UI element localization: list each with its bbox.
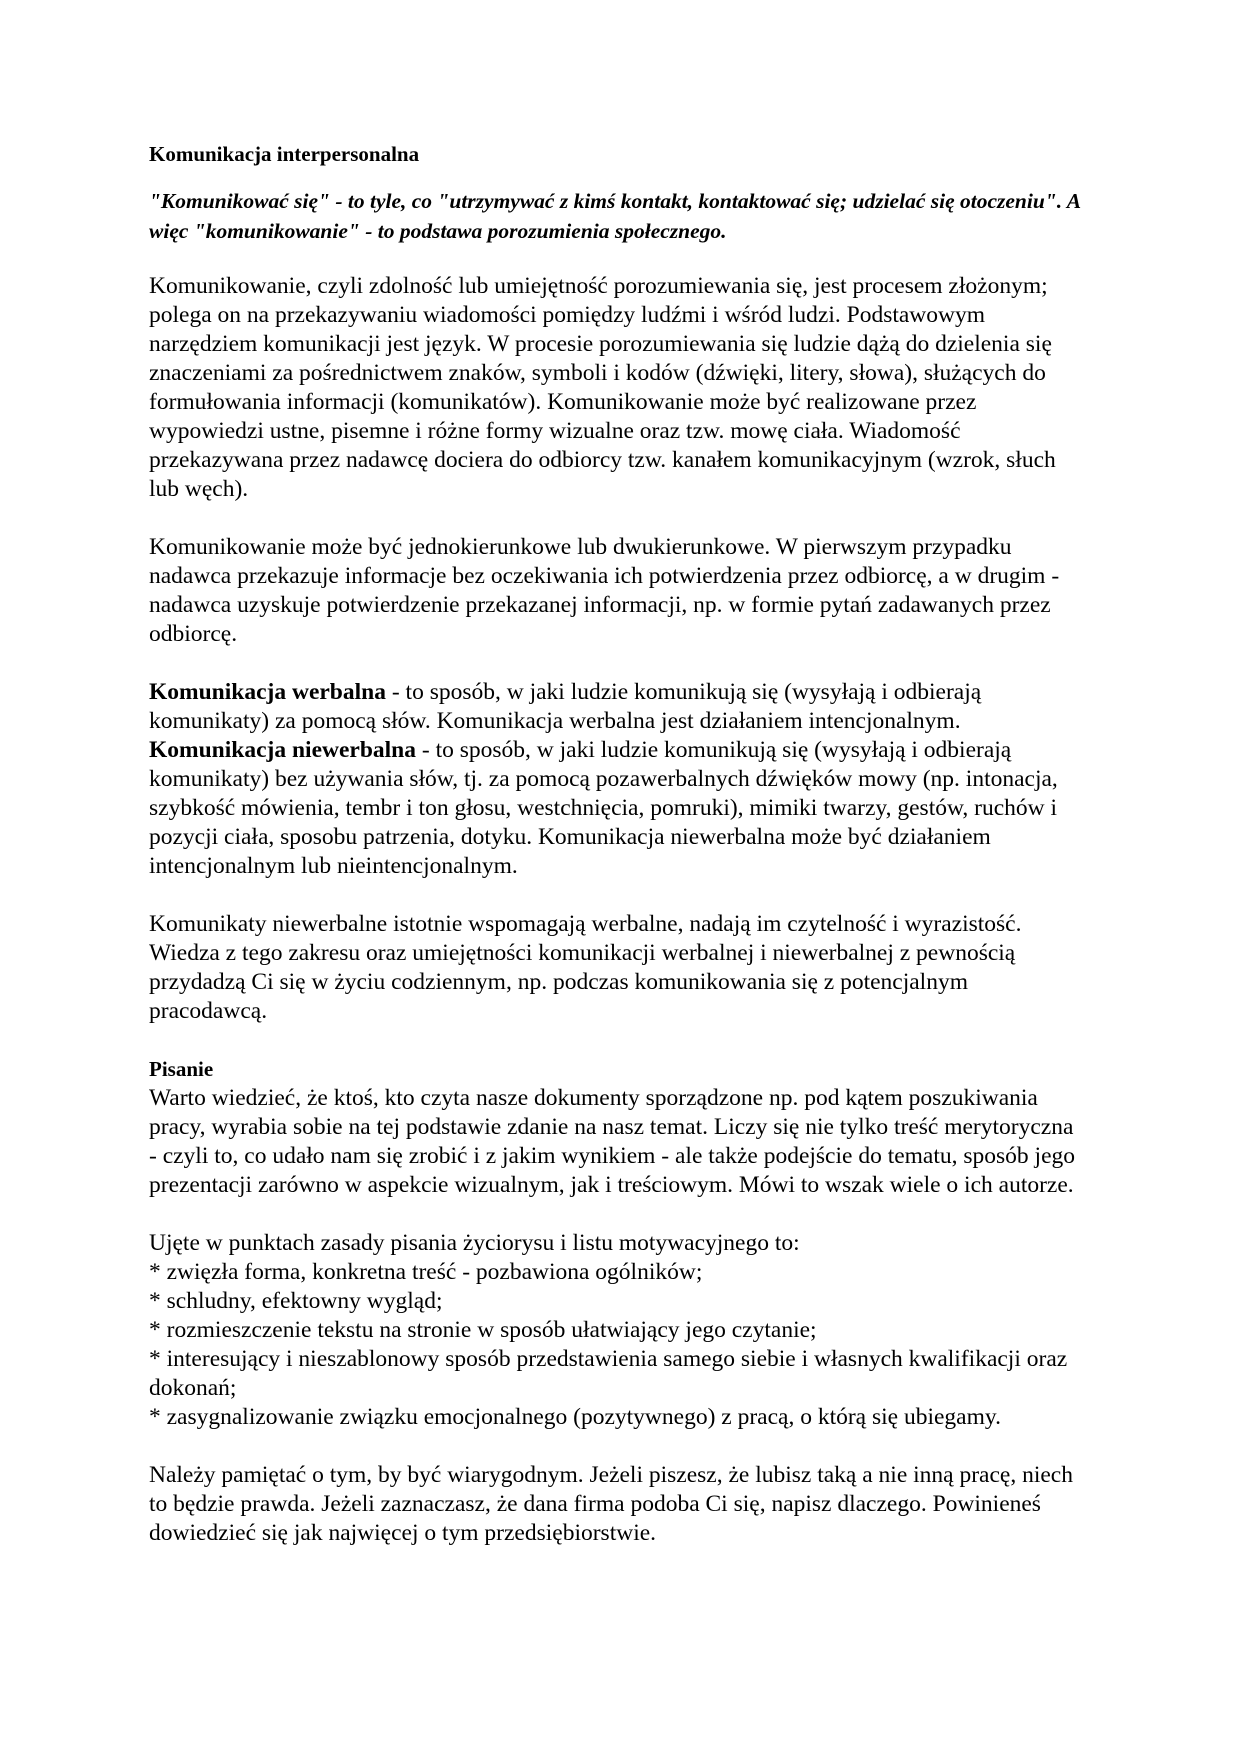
writing-heading: Pisanie [149, 1057, 214, 1081]
list-item: * schludny, efektowny wygląd; [149, 1288, 443, 1314]
rules-list [149, 1258, 1084, 1432]
paragraph-communication-definition: Komunikowanie, czyli zdolność lub umiejętność porozumiewania się, jest procesem złożonym; polega on na przekazywaniu wiadomości pomiędzy ludźmi i wśród ludzi. Podstawowym narzędziem komunikacji jest język. W procesie porozumiewania się ludzie dążą do dzielenia się znaczeniami za pośrednictwem znaków, symboli i kodów (dźwięki, litery, słowa), służących do formułowania informacji (komunikatów). Komunikowanie może być realizowane przez wypowiedzi ustne, pisemne i różne formy wizualne oraz tzw. mowę ciała. Wiadomość przekazywana przez nadawcę dociera do odbiorcy tzw. kanałem komunikacyjnym (wzrok, słuch lub węch). [149, 273, 1056, 502]
document-title: Komunikacja interpersonalna [149, 142, 420, 166]
intro-quote: "Komunikować się" - to tyle, co "utrzymywać z kimś kontakt, kontaktować się; udzielać się otoczeniu". A więc "komunikowanie" - to podstawa porozumienia społecznego. [149, 189, 1080, 243]
closing-paragraph: Należy pamiętać o tym, by być wiarygodnym. Jeżeli piszesz, że lubisz taką a nie inną pracę, niech to będzie prawda. Jeżeli zaznaczasz, że dana firma podoba Ci się, napisz dlaczego. Powinieneś dowiedzieć się jak najwięcej o tym przedsiębiorstwie. [149, 1462, 1073, 1546]
writing-paragraph: Warto wiedzieć, że ktoś, kto czyta nasze dokumenty sporządzone np. pod kątem poszukiwania pracy, wyrabia sobie na tej podstawie zdanie na nasz temat. Liczy się nie tylko treść merytoryczna - czyli to, co udało nam się zrobić i z jakim wynikiem - ale także podejście do tematu, sposób jego prezentacji zarówno w aspekcie wizualnym, jak i treściowym. Mówi to wszak wiele o ich autorze. [149, 1085, 1076, 1198]
list-item: * interesujący i nieszablonowy sposób przedstawienia samego siebie i własnych kwalifikacji oraz dokonań; [149, 1346, 1068, 1401]
document-page [149, 140, 1084, 1577]
nonverbal-communication-term: Komunikacja niewerbalna [149, 737, 417, 763]
verbal-communication-definition [149, 678, 1084, 736]
nonverbal-communication-definition [149, 736, 1084, 881]
list-item: * zwięzła forma, konkretna treść - pozbawiona ogólników; [149, 1259, 703, 1285]
verbal-communication-term: Komunikacja werbalna [149, 679, 386, 705]
verbal-communication-text: - to sposób, w jaki ludzie komunikują się (wysyłają i odbierają komunikaty) za pomocą słów. Komunikacja werbalna jest działaniem intencjonalnym. [149, 679, 982, 734]
paragraph-nonverbal-support: Komunikaty niewerbalne istotnie wspomagają werbalne, nadają im czytelność i wyrazistość. Wiedza z tego zakresu oraz umiejętności komunikacji werbalnej i niewerbalnej z pewnością przydadzą Ci się w życiu codziennym, np. podczas komunikowania się z potencjalnym pracodawcą. [149, 911, 1022, 1024]
nonverbal-communication-text: - to sposób, w jaki ludzie komunikują się (wysyłają i odbierają komunikaty) bez używania słów, tj. za pomocą pozawerbalnych dźwięków mowy (np. intonacja, szybkość mówienia, tembr i ton głosu, westchnięcia, pomruki), mimiki twarzy, gestów, ruchów i pozycji ciała, sposobu patrzenia, dotyku. Komunikacja niewerbalna może być działaniem intencjonalnym lub nieintencjonalnym. [149, 737, 1058, 879]
paragraph-communication-direction: Komunikowanie może być jednokierunkowe lub dwukierunkowe. W pierwszym przypadku nadawca przekazuje informacje bez oczekiwania ich potwierdzenia przez odbiorcę, a w drugim - nadawca uzyskuje potwierdzenie przekazanej informacji, np. w formie pytań zadawanych przez odbiorcę. [149, 534, 1060, 647]
rules-intro: Ujęte w punktach zasady pisania życiorysu i listu motywacyjnego to: [149, 1230, 800, 1256]
list-item: * rozmieszczenie tekstu na stronie w sposób ułatwiający jego czytanie; [149, 1317, 817, 1343]
list-item: * zasygnalizowanie związku emocjonalnego (pozytywnego) z pracą, o którą się ubiegamy. [149, 1404, 1001, 1430]
